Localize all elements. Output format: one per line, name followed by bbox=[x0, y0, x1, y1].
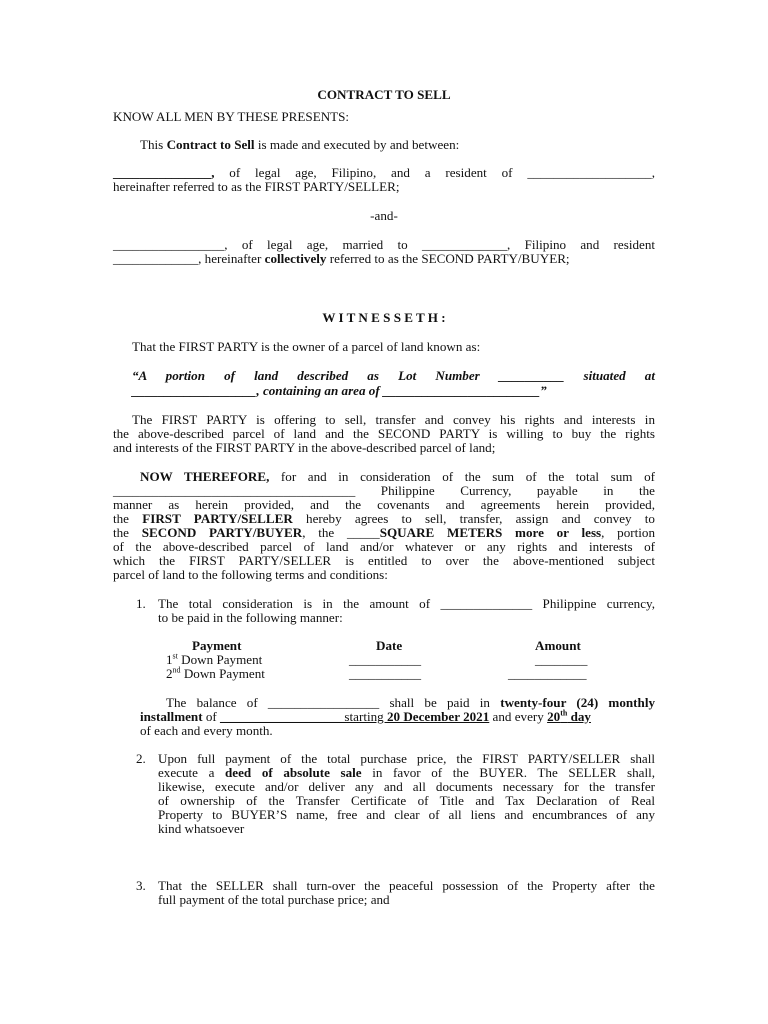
start-date: 20 December 2021 bbox=[386, 709, 490, 724]
due-day bbox=[547, 709, 591, 724]
table-header-date: Date bbox=[376, 638, 403, 653]
row-2-ordinal-suffix: nd bbox=[172, 665, 181, 675]
square-meters-term: SQUARE METERS more or less bbox=[379, 525, 602, 540]
row-1-ordinal: 1 bbox=[166, 652, 173, 667]
row-2-label: Down Payment bbox=[180, 666, 265, 681]
document-title: CONTRACT TO SELL bbox=[317, 87, 451, 102]
intro-paragraph bbox=[140, 138, 459, 152]
row-1-ordinal-suffix: st bbox=[172, 651, 178, 661]
owner-statement: That the FIRST PARTY is the owner of a parcel of land known as: bbox=[132, 339, 481, 354]
buyer-line-1: _________________, of legal age, married to _____________, Filipino and resident bbox=[113, 237, 655, 252]
know-all-men-heading: KNOW ALL MEN BY THESE PRESENTS: bbox=[113, 109, 350, 124]
table-header-amount: Amount bbox=[535, 638, 581, 653]
installment-term: installment bbox=[140, 709, 203, 724]
item-1-number: 1. bbox=[136, 596, 146, 611]
item-2-line-5: Property to BUYER’S name, free and clear of all liens and encumbrances of any bbox=[158, 807, 655, 822]
lot-description-line-2: ___________________, containing an area of ________________________” bbox=[132, 383, 547, 398]
item-3-number: 3. bbox=[136, 878, 146, 893]
and-separator: -and- bbox=[370, 208, 398, 223]
buyer-line-2 bbox=[113, 252, 570, 266]
item-2-line-4: of ownership of the Transfer Certificate of Title and Tax Declaration of Real bbox=[158, 793, 655, 808]
item-1-line-1: The total consideration is in the amount of ______________ Philippine currency, bbox=[158, 596, 655, 611]
due-day-word: day bbox=[567, 709, 591, 724]
second-party-buyer-term: SECOND PARTY/BUYER bbox=[141, 525, 303, 540]
table-header-payment: Payment bbox=[192, 638, 242, 653]
item-2-line-3: likewise, execute and/or deliver any and all documents necessary for the transfer bbox=[158, 779, 655, 794]
balance-l2b: of bbox=[202, 709, 221, 724]
now-l5c: , the _____ bbox=[302, 525, 380, 540]
now-line-1-text: for and in consideration of the sum of the total sum of bbox=[269, 469, 655, 484]
now-therefore-term: NOW THEREFORE, bbox=[140, 469, 270, 484]
item-3-line-2: full payment of the total purchase price; and bbox=[158, 892, 390, 907]
offering-line-1: The FIRST PARTY is offering to sell, transfer and convey his rights and interests in bbox=[132, 412, 655, 427]
item-2-line-6: kind whatsoever bbox=[158, 821, 245, 836]
first-party-seller-term: FIRST PARTY/SELLER bbox=[142, 511, 293, 526]
now-therefore-line-8: parcel of land to the following terms and conditions: bbox=[113, 567, 388, 582]
table-row-1-amount: ________ bbox=[535, 652, 588, 667]
offering-line-2: the above-described parcel of land and the SECOND PARTY is willing to buy the rights bbox=[113, 426, 655, 441]
item-2-line-1: Upon full payment of the total purchase price, the FIRST PARTY/SELLER shall bbox=[158, 751, 655, 766]
due-day-suffix: th bbox=[560, 708, 568, 718]
item-3-line-1: That the SELLER shall turn-over the peaceful possession of the Property after the bbox=[158, 878, 655, 893]
witnesseth-heading: W I T N E S S E T H : bbox=[322, 310, 446, 325]
balance-line-3: of each and every month. bbox=[140, 723, 273, 738]
row-1-label: Down Payment bbox=[177, 652, 263, 667]
buyer-collectively: collectively bbox=[264, 251, 327, 266]
table-row-2-amount: ____________ bbox=[508, 666, 587, 681]
row-2-ordinal: 2 bbox=[166, 666, 173, 681]
intro-text-c: is made and executed by and between: bbox=[254, 137, 460, 152]
balance-start-blank: ___________________starting bbox=[220, 709, 387, 724]
item-2-l2c: in favor of the BUYER. The SELLER shall, bbox=[361, 765, 655, 780]
buyer-line-2c: referred to as the SECOND PARTY/BUYER; bbox=[326, 251, 570, 266]
now-therefore-line-6: of the above-described parcel of land and/or whatever or any rights and interests of bbox=[113, 539, 655, 554]
buyer-line-2a: _____________, hereinafter bbox=[113, 251, 265, 266]
intro-contract-term: Contract to Sell bbox=[166, 137, 255, 152]
due-day-number: 20 bbox=[547, 709, 561, 724]
intro-text-a: This bbox=[140, 137, 167, 152]
now-therefore-line-7: which the FIRST PARTY/SELLER is entitled to over the above-mentioned subject bbox=[113, 553, 655, 568]
now-l4c: hereby agrees to sell, transfer, assign and convey to bbox=[292, 511, 655, 526]
lot-description-line-1: “A portion of land described as Lot Number __________ situated at bbox=[132, 368, 655, 383]
now-l5a: the bbox=[113, 525, 142, 540]
now-l4a: the bbox=[113, 511, 143, 526]
now-l5e: , portion bbox=[601, 525, 655, 540]
seller-line-1-text: of legal age, Filipino, and a resident of ___________________, bbox=[229, 165, 656, 180]
seller-name-blank: _______________, bbox=[113, 165, 215, 180]
item-1-line-2: to be paid in the following manner: bbox=[158, 610, 343, 625]
item-2-number: 2. bbox=[136, 751, 146, 766]
seller-line-2: hereinafter referred to as the FIRST PARTY/SELLER; bbox=[113, 179, 400, 194]
table-row-2-payment bbox=[166, 667, 265, 681]
balance-term: twenty-four (24) monthly bbox=[500, 695, 656, 710]
now-therefore-line-2: _____________________________________ Philippine Currency, payable in the bbox=[113, 483, 655, 498]
item-2-l2a: execute a bbox=[158, 765, 226, 780]
balance-l2e: and every bbox=[489, 709, 548, 724]
table-row-1-date: ___________ bbox=[349, 652, 422, 667]
table-row-2-date: ___________ bbox=[349, 666, 422, 681]
balance-l1a: The balance of _________________ shall be paid in bbox=[166, 695, 501, 710]
offering-line-3: and interests of the FIRST PARTY in the above-described parcel of land; bbox=[113, 440, 496, 455]
deed-of-absolute-sale-term: deed of absolute sale bbox=[225, 765, 362, 780]
now-therefore-line-3: manner as herein provided, and the covenants and agreements herein provided, bbox=[113, 497, 655, 512]
